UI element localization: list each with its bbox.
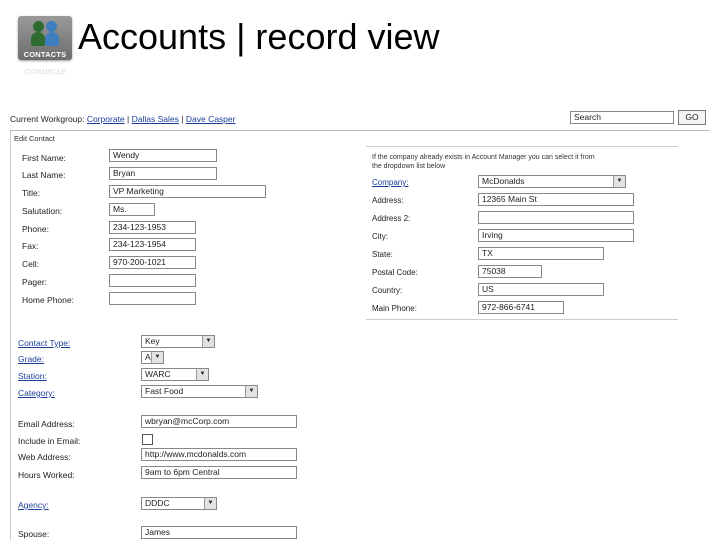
chevron-down-icon: ▼ [202, 336, 214, 347]
email-label: Email Address: [18, 419, 75, 429]
pager-field[interactable] [109, 274, 196, 287]
pager-label: Pager: [22, 277, 48, 287]
go-button[interactable]: GO [678, 110, 706, 125]
chevron-down-icon: ▼ [196, 369, 208, 380]
phone-field[interactable]: 234-123-1953 [109, 221, 196, 234]
spouse-label: Spouse: [18, 529, 50, 539]
agency-value: DDDC [145, 498, 170, 508]
home-phone-field[interactable] [109, 292, 196, 305]
main-phone-label: Main Phone: [372, 304, 417, 313]
cell-field[interactable]: 970-200-1021 [109, 256, 196, 269]
phone-label: Phone: [22, 224, 49, 234]
category-link[interactable]: Category: [18, 388, 55, 398]
grade-value: A [145, 352, 151, 362]
country-label: Country: [372, 286, 403, 295]
station-select[interactable] [141, 368, 209, 381]
station-link[interactable]: Station: [18, 371, 47, 381]
first-name-field[interactable]: Wendy [109, 149, 217, 162]
contacts-logo [14, 14, 74, 76]
chevron-down-icon: ▼ [245, 386, 257, 397]
company-link[interactable]: Company: [372, 178, 409, 187]
cell-label: Cell: [22, 259, 40, 269]
separator: | [127, 114, 130, 124]
contact-type-select[interactable] [141, 335, 215, 348]
contacts-logo-tile [18, 16, 72, 60]
title-label: Title: [22, 188, 41, 198]
workgroup-link-dallas-sales[interactable]: Dallas Sales [131, 114, 179, 124]
chevron-down-icon: ▼ [151, 352, 163, 363]
contact-type-value: Key [145, 336, 160, 346]
city-field[interactable]: Irving [478, 229, 634, 242]
company-panel [366, 146, 678, 320]
title-field[interactable]: VP Marketing [109, 185, 266, 198]
address-label: Address: [372, 196, 404, 205]
state-field[interactable]: TX [478, 247, 604, 260]
hours-worked-field[interactable]: 9am to 6pm Central [141, 466, 297, 479]
spouse-field[interactable]: James [141, 526, 297, 539]
station-value: WARC [145, 369, 171, 379]
company-value: McDonalds [482, 176, 525, 186]
first-name-label: First Name: [22, 153, 66, 163]
search-input[interactable]: Search [570, 111, 674, 124]
logo-reflection: CONTACTS [24, 67, 66, 76]
workgroup-link-dave-casper[interactable]: Dave Casper [185, 114, 236, 124]
include-email-label: Include in Email: [18, 436, 81, 446]
address-field[interactable]: 12365 Main St [478, 193, 634, 206]
state-label: State: [372, 250, 393, 259]
workgroup-bar [10, 114, 235, 124]
workgroup-link-corporate[interactable]: Corporate [86, 114, 125, 124]
country-field[interactable]: US [478, 283, 604, 296]
agency-select[interactable] [141, 497, 217, 510]
last-name-label: Last Name: [22, 170, 66, 180]
city-label: City: [372, 232, 388, 241]
postal-code-label: Postal Code: [372, 268, 418, 277]
main-phone-field[interactable]: 972-866-6741 [478, 301, 564, 314]
chevron-down-icon: ▼ [613, 176, 625, 187]
category-value: Fast Food [145, 386, 184, 396]
include-email-checkbox[interactable] [142, 434, 153, 445]
hours-worked-label: Hours Worked: [18, 470, 75, 480]
person-body [31, 32, 45, 46]
logo-text: CONTACTS [23, 50, 67, 59]
web-address-label: Web Address: [18, 452, 71, 462]
last-name-field[interactable]: Bryan [109, 167, 217, 180]
fax-label: Fax: [22, 241, 39, 251]
company-select[interactable] [478, 175, 626, 188]
fax-field[interactable]: 234-123-1954 [109, 238, 196, 251]
workgroup-label: Current Workgroup: [10, 114, 85, 124]
company-help-note: If the company already exists in Account Manager you can select it from the dropdown list below [372, 154, 595, 170]
salutation-field[interactable]: Ms. [109, 203, 155, 216]
grade-link[interactable]: Grade: [18, 354, 44, 364]
grade-select[interactable] [141, 351, 164, 364]
separator: | [181, 114, 184, 124]
address-2-field[interactable] [478, 211, 634, 224]
person-body [45, 32, 59, 46]
home-phone-label: Home Phone: [22, 295, 74, 305]
address-2-label: Address 2: [372, 214, 411, 223]
person-icon [33, 21, 44, 32]
contact-type-link[interactable]: Contact Type: [18, 338, 71, 348]
postal-code-field[interactable]: 75038 [478, 265, 542, 278]
email-field[interactable]: wbryan@mcCorp.com [141, 415, 297, 428]
category-select[interactable] [141, 385, 258, 398]
person-icon [46, 21, 57, 32]
section-title: Edit Contact [14, 134, 55, 143]
agency-link[interactable]: Agency: [18, 500, 49, 510]
page-title: Accounts | record view [78, 16, 440, 57]
record-view-screen [10, 108, 710, 540]
web-address-field[interactable]: http://www.mcdonalds.com [141, 448, 297, 461]
salutation-label: Salutation: [22, 206, 63, 216]
chevron-down-icon: ▼ [204, 498, 216, 509]
